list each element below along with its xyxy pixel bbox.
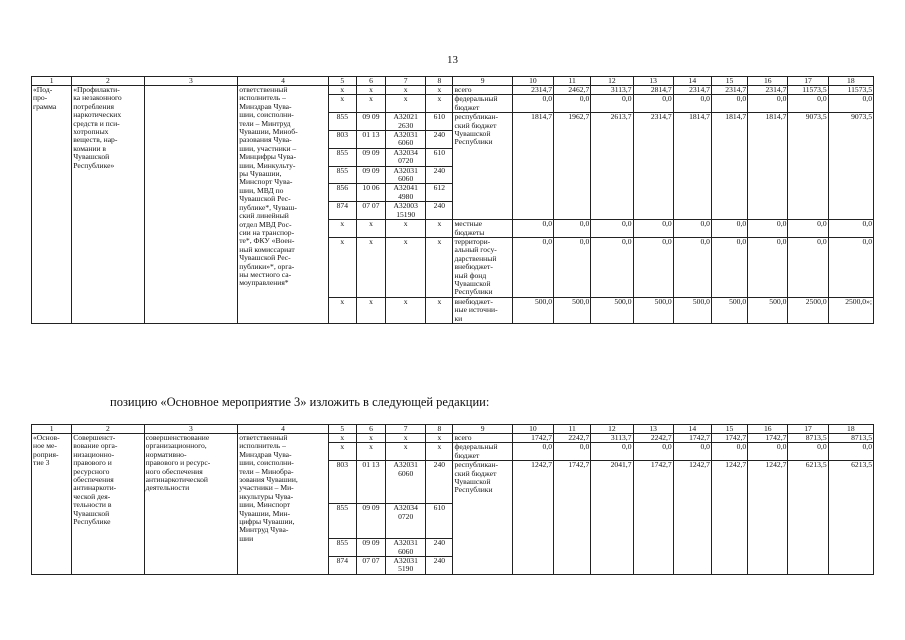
value-cell: 2500,0 [788, 297, 828, 323]
expense-type-code: 610 [426, 504, 453, 539]
target-article-code: А32031 6060 [386, 539, 426, 557]
column-number: 10 [512, 425, 553, 434]
column-number: 17 [788, 77, 828, 86]
x-mark: x [356, 443, 385, 461]
value-cell: 500,0 [673, 297, 711, 323]
value-cell: 1742,7 [633, 461, 673, 575]
x-mark: x [328, 434, 356, 443]
value-cell: 1742,7 [711, 434, 747, 443]
value-cell: 500,0 [711, 297, 747, 323]
column-number: 7 [386, 77, 426, 86]
value-cell: 0,0 [554, 95, 591, 113]
value-cell: 0,0 [633, 95, 673, 113]
value-cell: 0,0 [633, 237, 673, 297]
value-cell: 3113,7 [591, 86, 633, 95]
value-cell: 1962,7 [554, 113, 591, 220]
funding-source-cell: федеральный бюджет [453, 95, 512, 113]
target-article-code: А32003 15190 [386, 202, 426, 220]
value-cell: 2314,7 [512, 86, 553, 95]
ministry-code: 855 [328, 113, 356, 131]
value-cell: 11573,5 [828, 86, 873, 95]
column-number: 18 [828, 425, 873, 434]
value-cell: 0,0 [673, 237, 711, 297]
value-cell: 500,0 [633, 297, 673, 323]
value-cell: 0,0 [748, 220, 788, 238]
value-cell: 0,0 [591, 443, 633, 461]
x-mark: x [356, 434, 385, 443]
column-number: 15 [711, 425, 747, 434]
column-number: 18 [828, 77, 873, 86]
value-cell: 2314,7 [711, 86, 747, 95]
funding-source-cell: республикан- ский бюджет Чувашской Республики [453, 113, 512, 220]
expense-type-code: 240 [426, 131, 453, 149]
funding-source-cell: всего [453, 86, 512, 95]
column-number: 8 [426, 425, 453, 434]
expense-type-code: 240 [426, 461, 453, 504]
value-cell: 500,0 [748, 297, 788, 323]
value-cell: 2314,7 [748, 86, 788, 95]
column-number: 16 [748, 425, 788, 434]
value-cell: 0,0 [591, 95, 633, 113]
table-row [32, 434, 874, 443]
ministry-code: 874 [328, 202, 356, 220]
value-cell: 0,0 [673, 95, 711, 113]
value-cell: 1814,7 [748, 113, 788, 220]
tasks-cell: совершенствование организационного, нормативно- правового и ресурс- ного обеспечения антинаркотической деятельности [144, 434, 238, 575]
value-cell: 500,0 [512, 297, 553, 323]
target-article-code: А32034 0720 [386, 504, 426, 539]
subprogram-type-cell: «Под- про- грамма [32, 86, 72, 324]
column-number: 1 [32, 77, 72, 86]
value-cell: 8713,5 [828, 434, 873, 443]
column-number: 4 [238, 77, 329, 86]
value-cell: 500,0 [591, 297, 633, 323]
column-number: 8 [426, 77, 453, 86]
section-code: 07 07 [356, 202, 385, 220]
expense-type-code: 610 [426, 113, 453, 131]
table-row [32, 86, 874, 95]
section-code: 09 09 [356, 148, 385, 166]
value-cell: 11573,5 [788, 86, 828, 95]
column-number: 13 [633, 425, 673, 434]
column-number-row [32, 77, 874, 86]
value-cell: 0,0 [711, 443, 747, 461]
value-cell: 9073,5 [828, 113, 873, 220]
section-code: 01 13 [356, 131, 385, 149]
value-cell: 0,0 [512, 220, 553, 238]
value-cell: 0,0 [748, 237, 788, 297]
target-article-code: А32031 6060 [386, 131, 426, 149]
ministry-code: 803 [328, 131, 356, 149]
value-cell: 0,0 [748, 443, 788, 461]
ministry-code: 856 [328, 184, 356, 202]
x-mark: x [386, 434, 426, 443]
value-cell: 0,0 [633, 443, 673, 461]
target-article-code: А32031 6060 [386, 166, 426, 184]
x-mark: x [328, 95, 356, 113]
subprogram-table [31, 76, 874, 324]
x-mark: x [426, 434, 453, 443]
expense-type-code: 240 [426, 539, 453, 557]
value-cell: 0,0 [788, 237, 828, 297]
x-mark: x [386, 86, 426, 95]
target-article-code: А32031 5190 [386, 557, 426, 575]
value-cell: 0,0 [554, 237, 591, 297]
value-cell: 0,0 [673, 220, 711, 238]
main-measure-table [31, 424, 874, 575]
value-cell: 1242,7 [512, 461, 553, 575]
subprogram-name-cell: «Профилакти- ка незаконного потребления наркотических средств и пси- хотропных веществ, нар- комании в Чувашской Республике» [72, 86, 144, 324]
x-mark: x [328, 297, 356, 323]
value-cell: 1814,7 [512, 113, 553, 220]
column-number: 12 [591, 425, 633, 434]
value-cell: 8713,5 [788, 434, 828, 443]
value-cell: 0,0 [711, 220, 747, 238]
value-cell: 0,0 [673, 443, 711, 461]
value-cell: 0,0 [591, 237, 633, 297]
value-cell: 1242,7 [748, 461, 788, 575]
funding-source-cell: республикан- ский бюджет Чувашской Республики [453, 461, 512, 575]
value-cell: 6213,5 [828, 461, 873, 575]
value-cell: 0,0 [788, 95, 828, 113]
column-number: 7 [386, 425, 426, 434]
column-number: 5 [328, 425, 356, 434]
x-mark: x [356, 297, 385, 323]
section-code: 10 06 [356, 184, 385, 202]
funding-source-cell: федеральный бюджет [453, 443, 512, 461]
x-mark: x [386, 220, 426, 238]
section-code: 09 09 [356, 504, 385, 539]
value-cell: 1742,7 [554, 461, 591, 575]
value-cell: 0,0 [633, 220, 673, 238]
x-mark: x [426, 86, 453, 95]
value-cell: 0,0 [512, 237, 553, 297]
x-mark: x [426, 95, 453, 113]
ministry-code: 855 [328, 148, 356, 166]
section-code: 09 09 [356, 539, 385, 557]
value-cell: 2314,7 [633, 113, 673, 220]
value-cell: 0,0 [512, 443, 553, 461]
tasks-cell [144, 86, 238, 324]
page-number: 13 [447, 54, 458, 66]
funding-source-cell: внебюджет- ные источни- ки [453, 297, 512, 323]
expense-type-code: 240 [426, 202, 453, 220]
column-number: 13 [633, 77, 673, 86]
value-cell: 0,0 [828, 443, 873, 461]
value-cell: 0,0 [711, 237, 747, 297]
column-number: 9 [453, 425, 512, 434]
x-mark: x [356, 95, 385, 113]
column-number: 3 [144, 77, 238, 86]
funding-source-cell: местные бюджеты [453, 220, 512, 238]
value-cell: 0,0 [828, 95, 873, 113]
x-mark: x [386, 297, 426, 323]
column-number: 14 [673, 425, 711, 434]
value-cell: 0,0 [591, 220, 633, 238]
value-cell: 2814,7 [633, 86, 673, 95]
ministry-code: 803 [328, 461, 356, 504]
x-mark: x [356, 237, 385, 297]
ministry-code: 874 [328, 557, 356, 575]
column-number-row [32, 425, 874, 434]
value-cell: 0,0 [788, 443, 828, 461]
expense-type-code: 240 [426, 166, 453, 184]
x-mark: x [386, 237, 426, 297]
column-number: 12 [591, 77, 633, 86]
section-code: 09 09 [356, 166, 385, 184]
measure-type-cell: «Основ- ное ме- роприя- тие 3 [32, 434, 72, 575]
measure-name-cell: Совершенст- вование орга- низационно- правового и ресурсного обеспечения антинаркоти- ческой дея- тельности в Чувашской Республике [72, 434, 144, 575]
section-code: 07 07 [356, 557, 385, 575]
target-article-code: А32021 2630 [386, 113, 426, 131]
funding-source-cell: всего [453, 434, 512, 443]
x-mark: x [426, 237, 453, 297]
x-mark: x [356, 86, 385, 95]
value-cell: 2500,0»; [828, 297, 873, 323]
value-cell: 1814,7 [711, 113, 747, 220]
value-cell: 1742,7 [512, 434, 553, 443]
value-cell: 6213,5 [788, 461, 828, 575]
funding-source-cell: территори- альный госу- дарственный внебюджет- ный фонд Чувашской Республики [453, 237, 512, 297]
column-number: 14 [673, 77, 711, 86]
value-cell: 0,0 [554, 443, 591, 461]
value-cell: 2462,7 [554, 86, 591, 95]
value-cell: 1814,7 [673, 113, 711, 220]
x-mark: x [386, 95, 426, 113]
column-number: 9 [453, 77, 512, 86]
x-mark: x [426, 297, 453, 323]
ministry-code: 855 [328, 166, 356, 184]
column-number: 6 [356, 77, 385, 86]
column-number: 5 [328, 77, 356, 86]
value-cell: 0,0 [828, 237, 873, 297]
x-mark: x [426, 443, 453, 461]
value-cell: 2314,7 [673, 86, 711, 95]
value-cell: 1242,7 [711, 461, 747, 575]
x-mark: x [328, 86, 356, 95]
column-number: 2 [72, 425, 144, 434]
value-cell: 0,0 [748, 95, 788, 113]
section-code: 01 13 [356, 461, 385, 504]
column-number: 10 [512, 77, 553, 86]
executors-cell: ответственный исполнитель – Минздрав Чува- шии, соисполни- тели – Минобра- зования Чувашии, участники – Ми- нкультуры Чува- шии, Минспорт Чувашии, Мин- цифры Чувашии, Минтруд Чува- шии [238, 434, 329, 575]
x-mark: x [386, 443, 426, 461]
x-mark: x [328, 443, 356, 461]
value-cell: 2041,7 [591, 461, 633, 575]
value-cell: 1242,7 [673, 461, 711, 575]
section-code: 09 09 [356, 113, 385, 131]
column-number: 17 [788, 425, 828, 434]
value-cell: 9073,5 [788, 113, 828, 220]
value-cell: 2242,7 [554, 434, 591, 443]
expense-type-code: 610 [426, 148, 453, 166]
column-number: 1 [32, 425, 72, 434]
target-article-code: А32034 0720 [386, 148, 426, 166]
target-article-code: А32041 4980 [386, 184, 426, 202]
x-mark: x [328, 220, 356, 238]
value-cell: 2613,7 [591, 113, 633, 220]
value-cell: 0,0 [711, 95, 747, 113]
value-cell: 0,0 [554, 220, 591, 238]
value-cell: 2242,7 [633, 434, 673, 443]
column-number: 11 [554, 77, 591, 86]
ministry-code: 855 [328, 539, 356, 557]
amendment-instruction: позицию «Основное мероприятие 3» изложить в следующей редакции: [110, 395, 490, 409]
value-cell: 3113,7 [591, 434, 633, 443]
x-mark: x [356, 220, 385, 238]
target-article-code: А32031 6060 [386, 461, 426, 504]
x-mark: x [426, 220, 453, 238]
column-number: 4 [238, 425, 329, 434]
column-number: 3 [144, 425, 238, 434]
value-cell: 0,0 [788, 220, 828, 238]
value-cell: 0,0 [828, 220, 873, 238]
column-number: 15 [711, 77, 747, 86]
column-number: 16 [748, 77, 788, 86]
column-number: 11 [554, 425, 591, 434]
expense-type-code: 612 [426, 184, 453, 202]
executors-cell: ответственный исполнитель – Минздрав Чува- шии, соисполни- тели – Минтруд Чувашии, Минoб- разования Чува- шии, участники – Минцифры Чува- шии, Минкульту- ры Чувашии, Минспорт Чува- шии, МВД по Чувашской Рес- публике*, Чуваш- ский линейный отдел МВД Рос- сии на транспор- те*, ФКУ «Воен- ный комиссариат Чувашской Рес- публики»*, орга- ны местного са- моуправления* [238, 86, 329, 324]
column-number: 2 [72, 77, 144, 86]
column-number: 6 [356, 425, 385, 434]
ministry-code: 855 [328, 504, 356, 539]
value-cell: 500,0 [554, 297, 591, 323]
value-cell: 1742,7 [673, 434, 711, 443]
value-cell: 0,0 [512, 95, 553, 113]
expense-type-code: 240 [426, 557, 453, 575]
x-mark: x [328, 237, 356, 297]
value-cell: 1742,7 [748, 434, 788, 443]
